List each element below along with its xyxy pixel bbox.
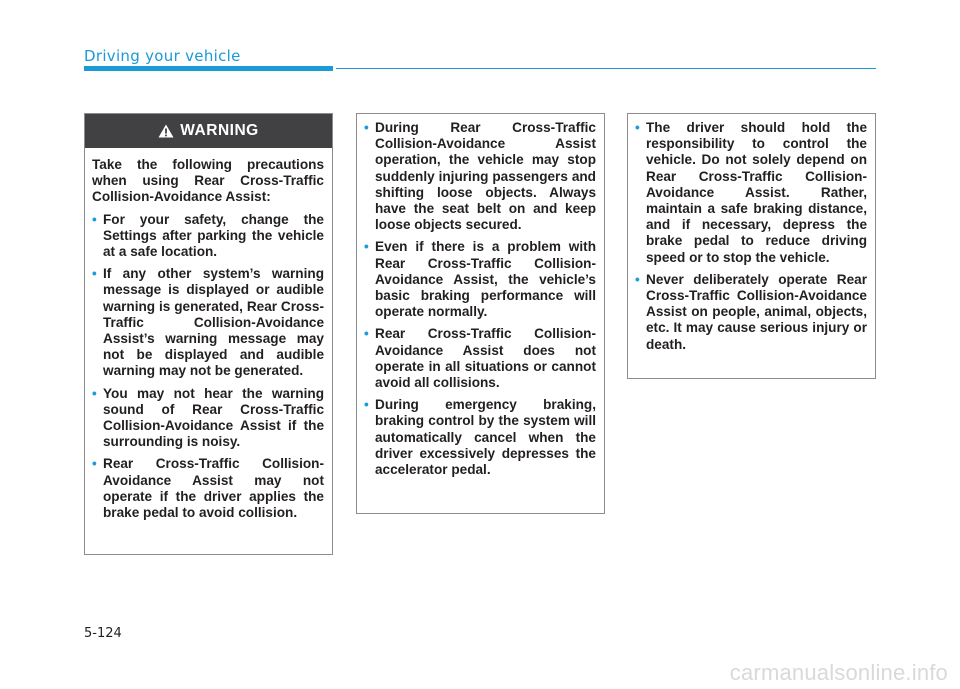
bullet-icon: •: [92, 266, 97, 282]
warning-list-3: [635, 120, 867, 353]
warning-box-column-3: [627, 113, 876, 379]
section-title: Driving your vehicle: [84, 47, 241, 65]
list-item-text: If any other system’s warning message is displayed or audible warning is generated, Rear Cross-Traffic Collision-Avoidance Assist’s warning message may not be displayed and audible warning may not be generated.: [103, 266, 324, 379]
list-item-text: Even if there is a problem with Rear Cross-Traffic Collision-Avoidance Assist, the vehicle’s basic braking performance will operate normally.: [375, 239, 596, 320]
list-item: [92, 456, 324, 521]
page-number: 5-124: [84, 626, 122, 641]
bullet-icon: •: [635, 120, 640, 135]
warning-triangle-icon: [158, 124, 174, 138]
list-item-text: During Rear Cross-Traffic Collision-Avoidance Assist operation, the vehicle may stop suddenly injuring passengers and shifting loose objects. Always have the seat belt on and keep loose objects secured.: [375, 120, 596, 233]
list-item-text: For your safety, change the Settings after parking the vehicle at a safe location.: [103, 211, 324, 260]
list-item-text: Never deliberately operate Rear Cross-Traffic Collision-Avoidance Assist on people, animal, objects, etc. It may cause serious injury or death.: [646, 271, 867, 352]
list-item: [92, 386, 324, 451]
list-item: [364, 120, 596, 233]
list-item: [92, 212, 324, 261]
list-item: [635, 272, 867, 353]
list-item-text: During emergency braking, braking control by the system will automatically cancel when the driver excessively depresses the accelerator pedal.: [375, 397, 596, 478]
header-rule-thin: [336, 68, 876, 69]
bullet-icon: •: [92, 385, 97, 401]
list-item: [635, 120, 867, 266]
bullet-icon: •: [364, 120, 369, 135]
warning-content-3: [628, 114, 875, 353]
bullet-icon: •: [364, 239, 369, 255]
warning-content-2: [357, 114, 604, 478]
list-item: [364, 326, 596, 391]
warning-title: WARNING: [180, 122, 259, 139]
bullet-icon: •: [92, 211, 97, 227]
list-item-text: The driver should hold the responsibility to control the vehicle. Do not solely depend on Rear Cross-Traffic Collision-Avoidance Assist. Rather, maintain a safe braking distance, and if necessary, depress the brake pedal to reduce driving speed or to stop the vehicle.: [646, 120, 867, 265]
warning-intro: Take the following precautions when using Rear Cross-Traffic Collision-Avoidance Assist:: [92, 157, 324, 205]
bullet-icon: •: [364, 397, 369, 413]
bullet-icon: •: [635, 271, 640, 287]
bullet-icon: •: [364, 326, 369, 342]
warning-box-column-1: [84, 113, 333, 555]
list-item-text: You may not hear the warning sound of Rear Cross-Traffic Collision-Avoidance Assist if the surrounding is noisy.: [103, 385, 324, 450]
watermark: carmanualsonline.info: [729, 660, 948, 685]
list-item: [92, 266, 324, 379]
header-rule-thick: [84, 66, 333, 71]
list-item: [364, 397, 596, 478]
list-item: [364, 239, 596, 320]
warning-header: [85, 114, 332, 148]
list-item-text: Rear Cross-Traffic Collision-Avoidance Assist does not operate in all situations or cannot avoid all collisions.: [375, 326, 596, 391]
warning-box-column-2: [356, 113, 605, 514]
list-item-text: Rear Cross-Traffic Collision-Avoidance Assist may not operate if the driver applies the brake pedal to avoid collision.: [103, 456, 324, 521]
warning-content-1: [85, 148, 332, 521]
warning-list-1: [92, 212, 324, 522]
bullet-icon: •: [92, 456, 97, 472]
warning-list-2: [364, 120, 596, 478]
